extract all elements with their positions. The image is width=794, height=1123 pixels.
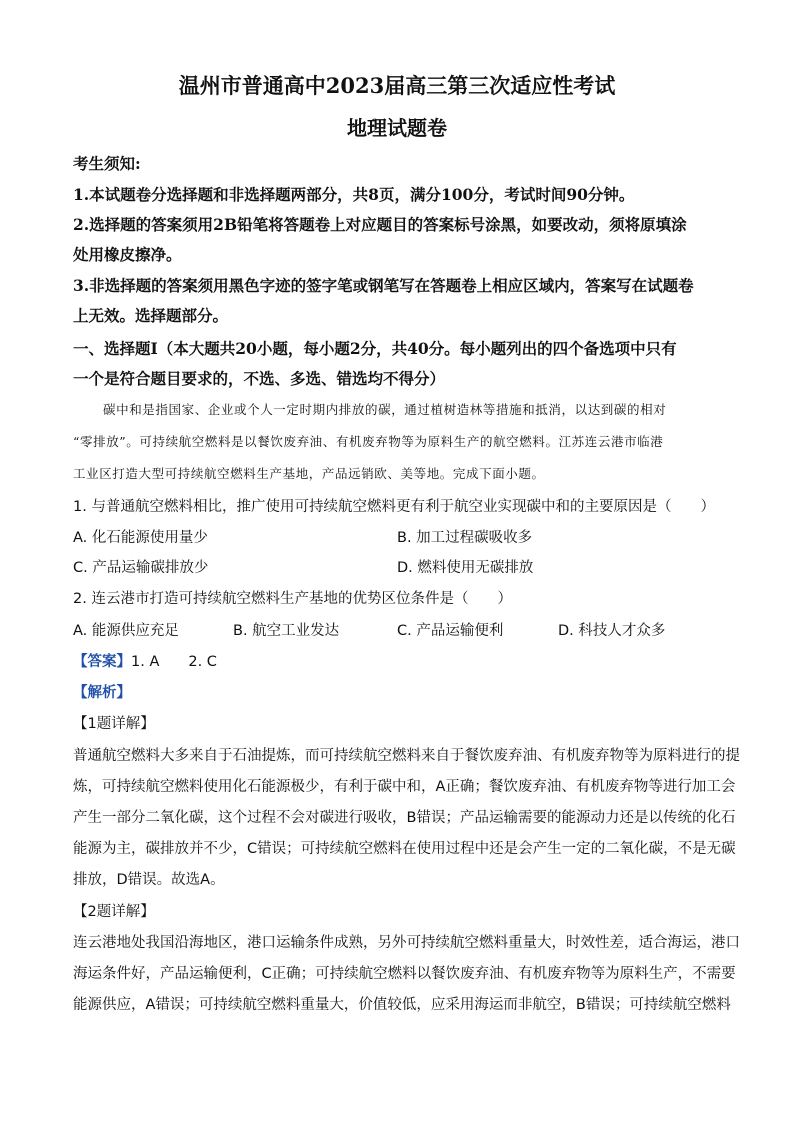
q1-option-a: A. 化石能源使用量少	[73, 530, 208, 546]
q1-option-c: C. 产品运输碳排放少	[73, 560, 209, 576]
notice-line: 2.选择题的答案须用2B铅笔将答题卷上对应题目的答案标号涂黑，如要改动，须将原填涂	[73, 215, 687, 234]
detail-1-line: 能源为主，碳排放并不少，C错误；可持续航空燃料在使用过程中还是会产生一定的二氧化碳，不是无碳	[73, 841, 736, 857]
detail-2-heading: 【2题详解】	[73, 904, 155, 920]
notice-line: 3.非选择题的答案须用黑色字迹的签字笔或钢笔写在答题卷上相应区域内，答案写在试题卷	[73, 276, 694, 295]
analysis-tag: 【解析】	[73, 685, 131, 701]
answer-line	[73, 650, 217, 671]
detail-1-heading: 【1题详解】	[73, 716, 155, 732]
material-line: 碳中和是指国家、企业或个人一定时期内排放的碳，通过植树造林等措施和抵消，以达到碳的相对	[103, 402, 667, 417]
q2-option-b: B. 航空工业发达	[233, 623, 340, 639]
material-line: 工业区打造大型可持续航空燃料生产基地，产品远销欧、美等地。完成下面小题。	[73, 466, 545, 481]
q1-option-b: B. 加工过程碳吸收多	[397, 530, 533, 546]
answer-text: 1. A 2. C	[131, 654, 217, 670]
detail-2-line: 能源供应，A错误；可持续航空燃料重量大，价值较低，应采用海运而非航空，B错误；可持续航空燃料	[73, 997, 731, 1013]
detail-1-line: 炼，可持续航空燃料使用化石能源极少，有利于碳中和，A正确；餐饮废弃油、有机废弃物等进行加工会	[73, 779, 736, 795]
q2-option-d: D. 科技人才众多	[558, 623, 666, 639]
section-heading: 一、选择题Ⅰ（本大题共20小题，每小题2分，共40分。每小题列出的四个备选项中只有	[73, 339, 677, 358]
question-1-stem: 1. 与普通航空燃料相比，推广使用可持续航空燃料更有利于航空业实现碳中和的主要原因是（ ）	[73, 499, 715, 515]
exam-subtitle: 地理试题卷	[347, 116, 447, 140]
notice-line: 1.本试题卷分选择题和非选择题两部分，共8页，满分100分，考试时间90分钟。	[73, 185, 635, 204]
q2-option-c: C. 产品运输便利	[397, 623, 504, 639]
answer-tag: 【答案】	[73, 654, 131, 670]
notice-heading: 考生须知:	[73, 154, 141, 173]
notice-line: 上无效。选择题部分。	[73, 306, 229, 325]
detail-2-line: 连云港地处我国沿海地区，港口运输条件成熟，另外可持续航空燃料重量大，时效性差，适合海运，港口	[73, 935, 740, 951]
detail-1-line: 产生一部分二氧化碳，这个过程不会对碳进行吸收，B错误；产品运输需要的能源动力还是以传统的化石	[73, 810, 736, 826]
detail-2-line: 海运条件好，产品运输便利，C正确；可持续航空燃料以餐饮废弃油、有机废弃物等为原料生产，不需要	[73, 966, 736, 982]
section-heading: 一个是符合题目要求的，不选、多选、错选均不得分）	[73, 369, 446, 388]
detail-1-line: 普通航空燃料大多来自于石油提炼，而可持续航空燃料来自于餐饮废弃油、有机废弃物等为原料进行的提	[73, 748, 740, 764]
q1-option-d: D. 燃料使用无碳排放	[397, 560, 534, 576]
question-2-stem: 2. 连云港市打造可持续航空燃料生产基地的优势区位条件是（ ）	[73, 591, 512, 607]
exam-title: 温州市普通高中2023届高三第三次适应性考试	[178, 73, 616, 98]
q2-option-a: A. 能源供应充足	[73, 623, 179, 639]
notice-line: 处用橡皮擦净。	[73, 245, 182, 264]
detail-1-line: 排放，D错误。故选A。	[73, 872, 225, 888]
material-line: “零排放”。可持续航空燃料是以餐饮废弃油、有机废弃物等为原料生产的航空燃料。江苏连云港市临港	[73, 434, 664, 449]
